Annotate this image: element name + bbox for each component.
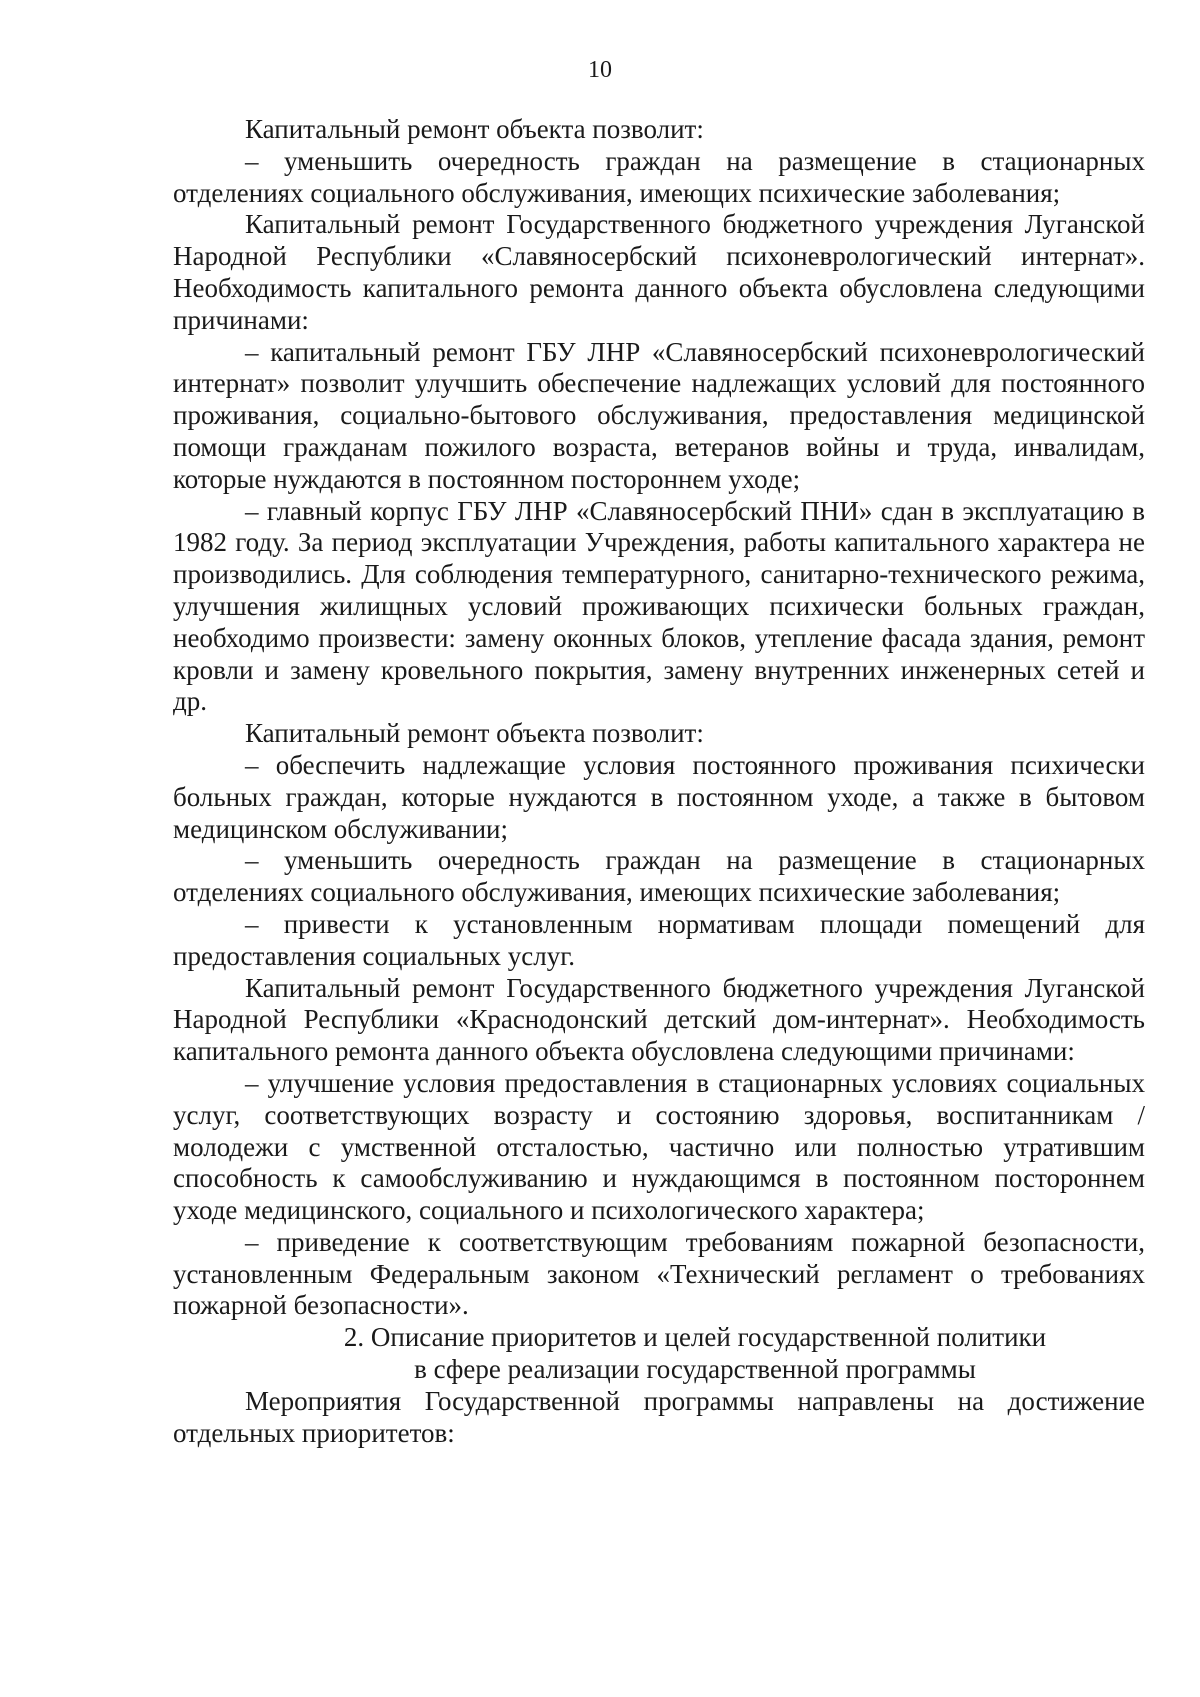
paragraph: – улучшение условия предоставления в стационарных условиях социальных услуг, соответствующих возрасту и состоянию здоровья, воспитанникам / молодежи с умственной отсталостью, частично или полностью утратившим способность к самообслуживанию и нуждающимся в постоянном постороннем уходе медицинского, социального и психологического характера;	[173, 1067, 1145, 1226]
paragraph: Капитальный ремонт объекта позволит:	[245, 718, 704, 749]
paragraph: Капитальный ремонт Государственного бюджетного учреждения Луганской Народной Республики «Славяносербский психоневрологический интернат». Необходимость капитального ремонта данного объекта обусловлена следующими причинами:	[173, 209, 1145, 335]
paragraph: Капитальный ремонт Государственного бюджетного учреждения Луганской Народной Республики «Краснодонский детский дом-интернат». Необходимость капитального ремонта данного объекта обусловлена следующими причинами:	[173, 972, 1145, 1067]
paragraph: – обеспечить надлежащие условия постоянного проживания психически больных граждан, которые нуждаются в постоянном уходе, а также в бытовом медицинском обслуживании;	[173, 749, 1145, 844]
paragraph: – приведение к соответствующим требованиям пожарной безопасности, установленным Федеральным законом «Технический регламент о требованиях пожарной безопасности».	[173, 1226, 1145, 1321]
paragraph: – главный корпус ГБУ ЛНР «Славяносербский ПНИ» сдан в эксплуатацию в 1982 году. За период эксплуатации Учреждения, работы капитального характера не производились. Для соблюдения температурного, санитарно-технического режима, улучшения жилищных условий проживающих психически больных граждан, необходимо произвести: замену оконных блоков, утепление фасада здания, ремонт кровли и замену кровельного покрытия, замену внутренних инженерных сетей и др.	[173, 495, 1145, 717]
paragraph: – уменьшить очередность граждан на размещение в стационарных отделениях социального обслуживания, имеющих психические заболевания;	[173, 845, 1145, 908]
page-number: 10	[588, 57, 612, 83]
paragraph: – капитальный ремонт ГБУ ЛНР «Славяносербский психоневрологический интернат» позволит улучшить обеспечение надлежащих условий для постоянного проживания, социально-бытового обслуживания, предоставления медицинской помощи гражданам пожилого возраста, ветеранов войны и труда, инвалидам, которые нуждаются в постоянном постороннем уходе;	[173, 336, 1145, 494]
document-body	[173, 114, 1145, 1449]
section-heading	[173, 1322, 1145, 1386]
closing-paragraph: Мероприятия Государственной программы направлены на достижение отдельных приоритетов:	[173, 1385, 1145, 1448]
paragraph: – привести к установленным нормативам площади помещений для предоставления социальных услуг.	[173, 908, 1145, 971]
paragraph: Капитальный ремонт объекта позволит:	[245, 114, 704, 144]
section-heading-line-2: в сфере реализации государственной программы	[414, 1354, 976, 1385]
section-heading-line-1: 2. Описание приоритетов и целей государственной политики	[343, 1322, 1047, 1353]
paragraph: – уменьшить очередность граждан на размещение в стационарных отделениях социального обслуживания, имеющих психические заболевания;	[173, 145, 1145, 208]
